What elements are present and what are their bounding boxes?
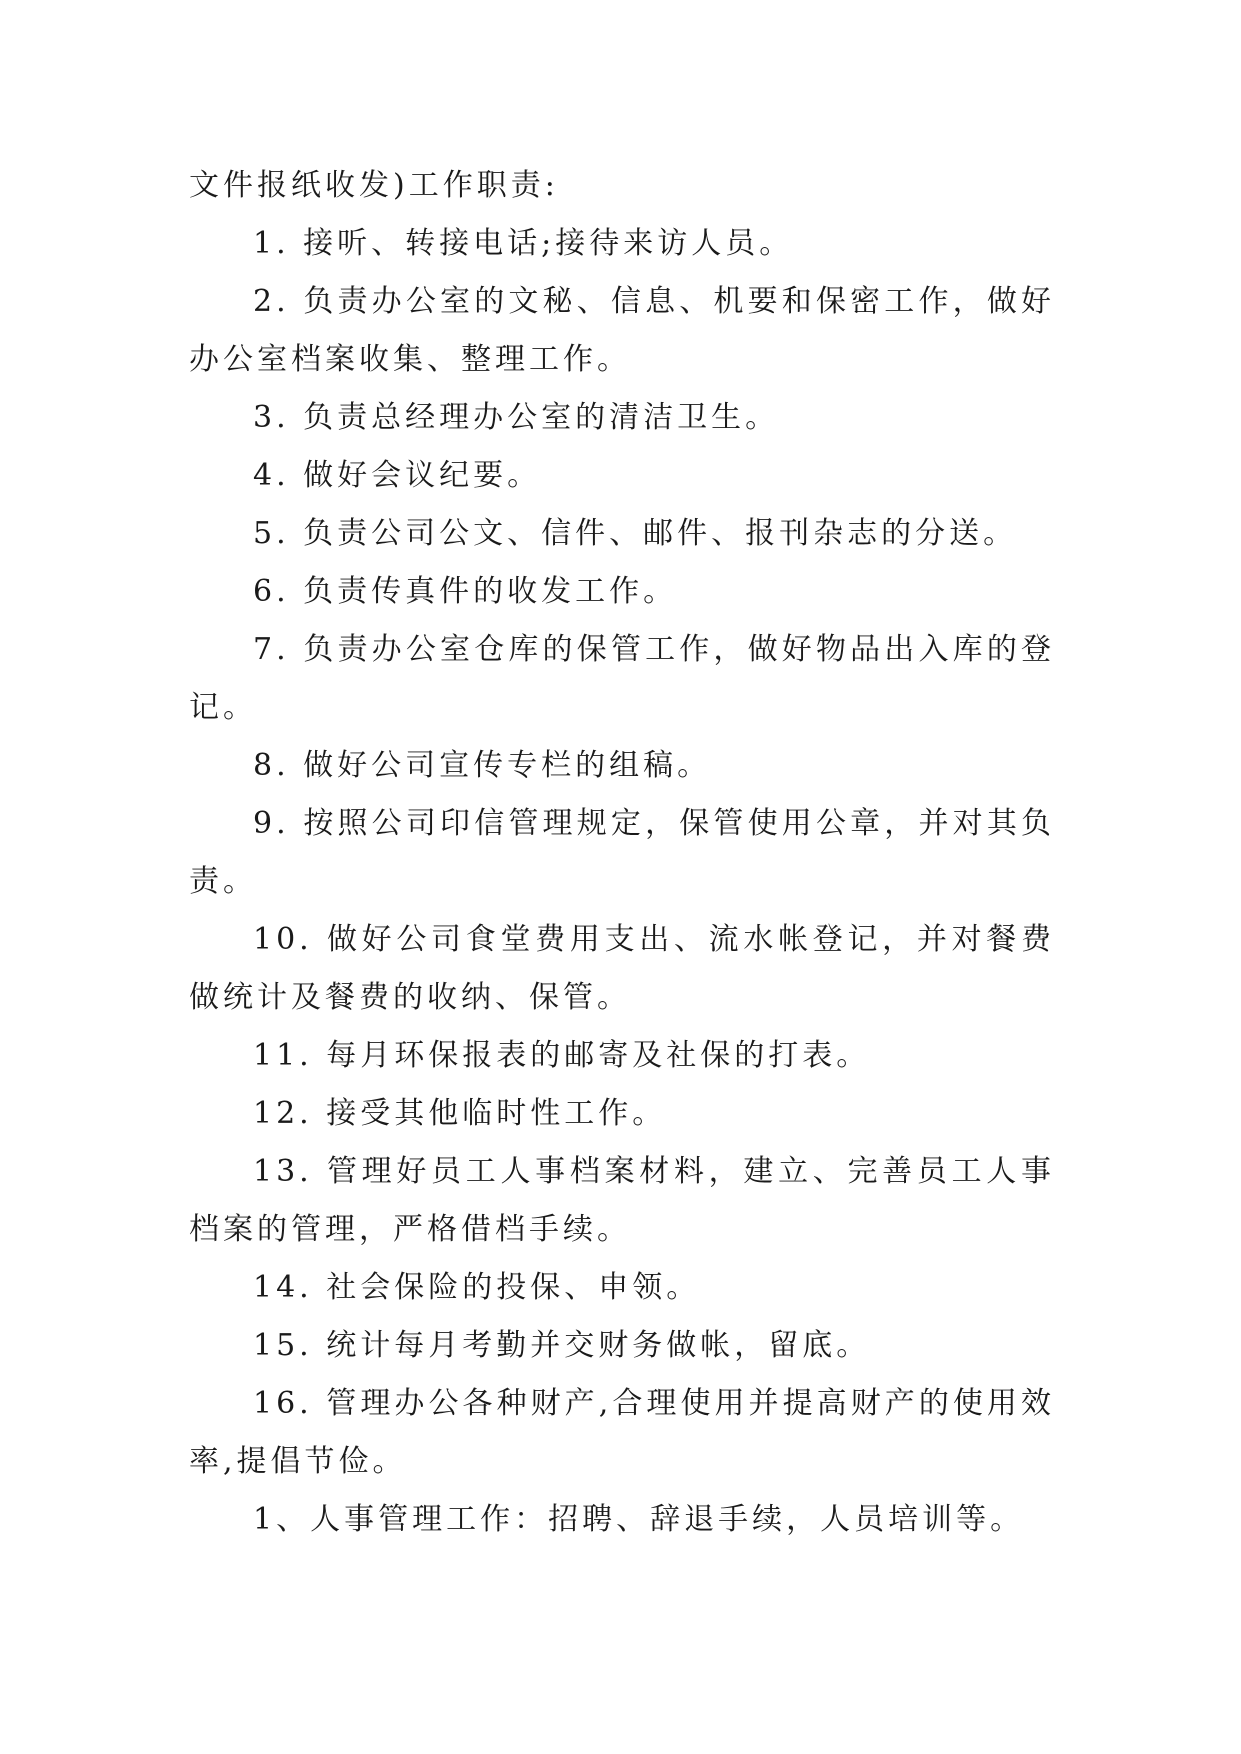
duty-item-10: 10. 做好公司食堂费用支出、流水帐登记，并对餐费做统计及餐费的收纳、保管。 [189,922,1055,1015]
paragraph-intro: 文件报纸收发)工作职责: [189,168,559,203]
duty-item-5: 5. 负责公司公文、信件、邮件、报刊杂志的分送。 [253,516,1018,551]
duty-item-6: 6. 负责传真件的收发工作。 [253,574,678,609]
personnel-item-1: 1、人事管理工作：招聘、辞退手续，人员培训等。 [253,1502,1025,1537]
duty-item-11: 11. 每月环保报表的邮寄及社保的打表。 [253,1038,871,1073]
duty-item-1: 1. 接听、转接电话;接待来访人员。 [253,226,794,261]
duty-item-13: 13. 管理好员工人事档案材料，建立、完善员工人事档案的管理，严格借档手续。 [189,1154,1055,1247]
duty-item-12: 12. 接受其他临时性工作。 [253,1096,667,1131]
duty-item-4: 4. 做好会议纪要。 [253,458,542,493]
document-body [189,157,1055,1549]
duty-item-2: 2. 负责办公室的文秘、信息、机要和保密工作，做好办公室档案收集、整理工作。 [189,284,1055,377]
duty-item-7: 7. 负责办公室仓库的保管工作，做好物品出入库的登记。 [189,632,1055,725]
duty-item-8: 8. 做好公司宣传专栏的组稿。 [253,748,712,783]
duty-item-16: 16. 管理办公各种财产,合理使用并提高财产的使用效率,提倡节俭。 [189,1386,1055,1479]
duty-item-15: 15. 统计每月考勤并交财务做帐，留底。 [253,1328,871,1363]
duty-item-9: 9. 按照公司印信管理规定，保管使用公章，并对其负责。 [189,806,1055,899]
duty-item-3: 3. 负责总经理办公室的清洁卫生。 [253,400,780,435]
duty-item-14: 14. 社会保险的投保、申领。 [253,1270,701,1305]
